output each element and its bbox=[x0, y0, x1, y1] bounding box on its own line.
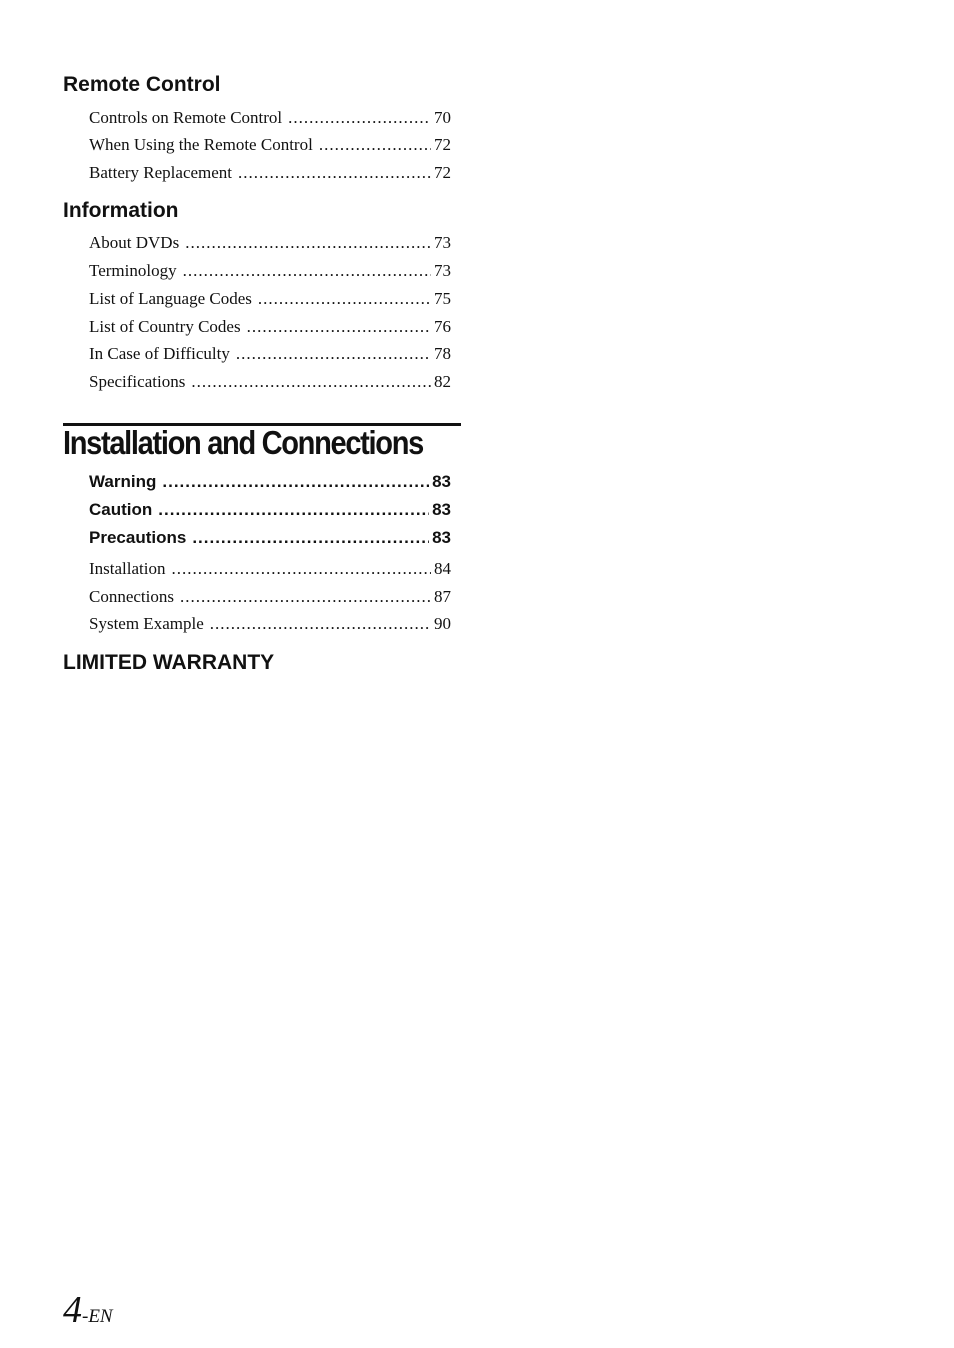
toc-entry[interactable] bbox=[89, 372, 451, 394]
toc-entry-page: 90 bbox=[434, 614, 451, 633]
page-number-suffix: -EN bbox=[82, 1306, 113, 1327]
toc-entry[interactable] bbox=[89, 108, 451, 130]
leader-dots bbox=[236, 344, 431, 364]
toc-entry[interactable] bbox=[89, 135, 451, 157]
leader-dots bbox=[180, 587, 431, 607]
toc-entry[interactable] bbox=[89, 614, 451, 636]
toc-entry-label: Battery Replacement bbox=[89, 163, 233, 182]
toc-entry-label: System Example bbox=[89, 614, 204, 633]
leader-dots bbox=[247, 317, 431, 337]
toc-entry-page: 84 bbox=[434, 559, 451, 578]
toc-entry-label: Installation bbox=[89, 559, 166, 578]
leader-dots bbox=[171, 559, 431, 579]
toc-entry-label: About DVDs bbox=[89, 233, 180, 252]
toc-entry-bold[interactable] bbox=[89, 528, 451, 550]
toc-entry-page: 72 bbox=[434, 135, 451, 154]
toc-entry-label: Caution bbox=[89, 500, 153, 519]
leader-dots bbox=[183, 261, 431, 281]
leader-dots bbox=[191, 372, 431, 392]
page-number bbox=[63, 1288, 113, 1332]
toc-entry-page: 83 bbox=[432, 472, 451, 491]
toc-entry[interactable] bbox=[89, 344, 451, 366]
toc-entry-page: 87 bbox=[434, 587, 451, 606]
toc-entry-page: 76 bbox=[434, 317, 451, 336]
toc-entry-label: Controls on Remote Control bbox=[89, 108, 283, 127]
toc-entry-bold[interactable] bbox=[89, 500, 451, 522]
toc-entry-page: 72 bbox=[434, 163, 451, 182]
toc-entry-page: 78 bbox=[434, 344, 451, 363]
toc-entry[interactable] bbox=[89, 587, 451, 609]
section-heading-limited-warranty[interactable]: LIMITED WARRANTY bbox=[63, 651, 275, 674]
leader-dots bbox=[162, 472, 429, 492]
toc-entry-page: 70 bbox=[434, 108, 451, 127]
toc-entry[interactable] bbox=[89, 261, 451, 283]
toc-entry-label: Specifications bbox=[89, 372, 186, 391]
leader-dots bbox=[258, 289, 431, 309]
toc-entry-label: When Using the Remote Control bbox=[89, 135, 313, 154]
page-number-value: 4 bbox=[63, 1289, 82, 1331]
toc-entry-label: Precautions bbox=[89, 528, 187, 547]
leader-dots bbox=[158, 500, 429, 520]
toc-entry[interactable] bbox=[89, 559, 451, 581]
leader-dots bbox=[192, 528, 429, 548]
toc-entry[interactable] bbox=[89, 289, 451, 311]
section-heading-information: Information bbox=[63, 199, 179, 222]
toc-entry-page: 75 bbox=[434, 289, 451, 308]
toc-entry-page: 73 bbox=[434, 233, 451, 252]
section-heading-remote-control: Remote Control bbox=[63, 73, 221, 96]
leader-dots bbox=[185, 233, 431, 253]
leader-dots bbox=[238, 163, 431, 183]
toc-entry[interactable] bbox=[89, 317, 451, 339]
toc-entry[interactable] bbox=[89, 233, 451, 255]
leader-dots bbox=[288, 108, 431, 128]
toc-entry-label: In Case of Difficulty bbox=[89, 344, 230, 363]
leader-dots bbox=[319, 135, 431, 155]
toc-entry-page: 73 bbox=[434, 261, 451, 280]
toc-entry-label: List of Country Codes bbox=[89, 317, 241, 336]
toc-entry[interactable] bbox=[89, 163, 451, 185]
toc-entry-page: 83 bbox=[432, 500, 451, 519]
toc-entry-label: List of Language Codes bbox=[89, 289, 252, 308]
toc-entry-label: Terminology bbox=[89, 261, 177, 280]
toc-entry-page: 83 bbox=[432, 528, 451, 547]
toc-entry-page: 82 bbox=[434, 372, 451, 391]
toc-entry-label: Connections bbox=[89, 587, 174, 606]
toc-entry-bold[interactable] bbox=[89, 472, 451, 494]
toc-entry-label: Warning bbox=[89, 472, 157, 491]
leader-dots bbox=[210, 614, 431, 634]
chapter-title-installation: Installation and Connections bbox=[63, 424, 423, 461]
